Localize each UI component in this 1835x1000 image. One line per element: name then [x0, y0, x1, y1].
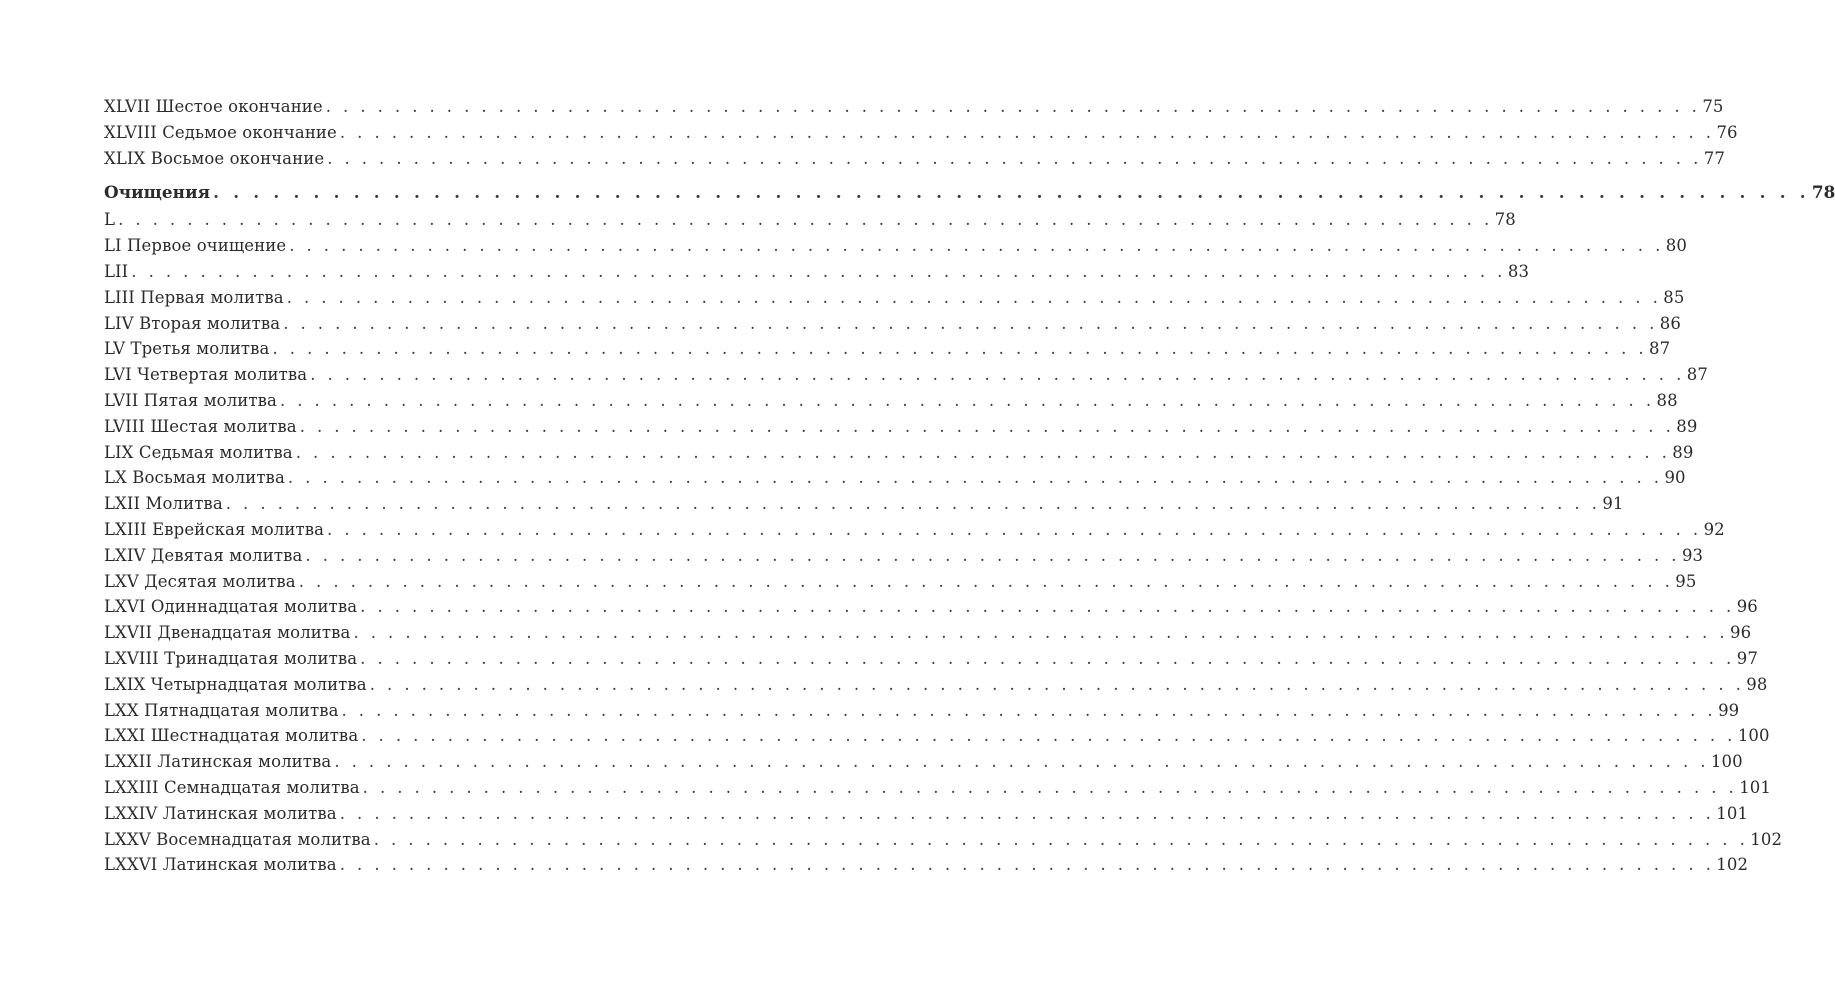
dot-leader: . . . . . . . . . . . . . . . . . . . . . . . . . . . . . . . . . . . . . . . . . . . . . . . . . . . . . . . . . . . . . . . . . . . . . . . . . . . . . . . .: [286, 287, 1662, 307]
toc-entry-title: Молитва: [145, 494, 223, 514]
toc-entry: [104, 97, 1724, 123]
toc-entry-number: LXV: [104, 571, 139, 591]
toc-entry-title: Вторая молитва: [139, 313, 281, 333]
toc-entry-label: [104, 830, 374, 849]
toc-entry-label: [104, 726, 361, 745]
toc-entry: [104, 390, 1678, 417]
dot-leader: . . . . . . . . . . . . . . . . . . . . . . . . . . . . . . . . . . . . . . . . . . . . . . . . . . . . . . . . . . . . . . . . . . . . . . . . . . . . . . . .: [334, 752, 1709, 772]
toc-entry-page-number: 75: [1702, 97, 1724, 116]
toc-entry: [104, 571, 1697, 598]
dot-leader: . . . . . . . . . . . . . . . . . . . . . . . . . . . . . . . . . . . . . . . . . . . . . . . . . . . . . . . . . . . . . . . . . . . . . . . . . . . . . . . .: [299, 416, 1675, 436]
toc-entry-page-number: 91: [1602, 494, 1624, 514]
toc-entry-label: [104, 675, 370, 694]
dot-leader: . . . . . . . . . . . . . . . . . . . . . . . . . . . . . . . . . . . . . . . . . . . . . . . . . . . . . . . . . . . . . . . . . . . . . . . . . . . . . . . .: [360, 597, 1735, 617]
toc-entry-title: Седьмая молитва: [138, 442, 293, 462]
toc-entry-page-number: 90: [1664, 468, 1686, 488]
dot-leader: . . . . . . . . . . . . . . . . . . . . . . . . . . . . . . . . . . . . . . . . . . . . . . . . . . . . . . . . . . . . . . . . . . . . . . . . . . . . . . . .: [327, 148, 1702, 168]
toc-entry-page-number: 87: [1686, 365, 1708, 385]
toc-entry: [104, 648, 1758, 675]
toc-entry: [104, 261, 1530, 288]
toc-entry-page-number: 76: [1716, 122, 1738, 142]
toc-entry-page-number: 86: [1659, 313, 1681, 333]
toc-entry: [104, 339, 1671, 365]
toc-entry-number: XLVII: [104, 97, 151, 116]
toc-entry: [104, 519, 1725, 546]
toc-entry-page-number: 95: [1675, 571, 1697, 591]
dot-leader: . . . . . . . . . . . . . . . . . . . . . . . . . . . . . . . . . . . . . . . . . . . . . . . . . . . . . . . . . . . . . . . . . . . . . . . . . . . . . . . .: [325, 97, 1701, 116]
toc-entry-label: [104, 391, 280, 410]
toc-entry: [104, 829, 1783, 856]
toc-entry-title: Еврейская молитва: [152, 519, 325, 539]
toc-entry-label: [104, 288, 287, 307]
toc-entry-label: [104, 262, 131, 281]
dot-leader: . . . . . . . . . . . . . . . . . . . . . . . . . . . . . . . . . . . . . . . . . . . . . . . . . . . . . . . . . . . . . . . . . . . . . . . . . . . . . . . .: [310, 365, 1685, 385]
toc-entry: [104, 726, 1770, 752]
toc-entry-title: Шестое окончание: [155, 97, 323, 116]
toc-entry-label: [104, 623, 353, 642]
dot-leader: . . . . . . . . . . . . . . . . . . . . . . . . . . . . . . . . . . . . . . . . . . . . . . . . . . . . . . . . . . . . . . . . . . . . . . . . . . . . . . . .: [369, 674, 1745, 694]
toc-entry-label: [104, 855, 340, 874]
toc-entry: [104, 674, 1768, 701]
toc-entry-title: Латинская молитва: [162, 803, 337, 823]
toc-entry-number: LIX: [104, 442, 134, 462]
toc-entry-label: [104, 149, 327, 168]
toc-entry-number: LIII: [104, 287, 135, 307]
toc-entry-title: Седьмое окончание: [162, 122, 337, 142]
dot-leader: . . . . . . . . . . . . . . . . . . . . . . . . . . . . . . . . . . . . . . . . . . . . . . . . . . . . . . . . . . . . . . . . . . . . . . . . . . . . . . . .: [287, 468, 1663, 488]
dot-leader: . . . . . . . . . . . . . . . . . . . . . . . . . . . . . . . . . . . . . . . . . . . . . . . . . . . . . . . . . . . . . . . . . . . . . . . . . . . . . . . .: [225, 494, 1601, 514]
toc-entry-number: LX: [104, 468, 127, 488]
toc-entry-page-number: 100: [1737, 726, 1770, 746]
toc-section-heading: [104, 174, 1835, 210]
toc-entry: [104, 442, 1694, 469]
toc-entry-page-number: 89: [1676, 416, 1698, 436]
toc-entry-label: [104, 494, 226, 513]
toc-entry-page-number: 96: [1730, 623, 1752, 643]
toc-entry-number: LXXV: [104, 829, 151, 849]
toc-entry-label: [104, 339, 272, 358]
dot-leader: . . . . . . . . . . . . . . . . . . . . . . . . . . . . . . . . . . . . . . . . . . . . . . . . . . . . . . . . . . . . . . . . . . . . . . . . . . . . . . . .: [341, 700, 1717, 720]
dot-leader: . . . . . . . . . . . . . . . . . . . . . . . . . . . . . . . . . . . . . . . . . . . . . . . . . . . . . . . . . . . . . . . . . . . . . . . . . . . . . . . .: [373, 829, 1749, 849]
toc-entry-title: Восемнадцатая молитва: [156, 829, 371, 849]
toc-entry-page-number: 102: [1750, 829, 1783, 849]
toc-entry-title: Восьмая молитва: [132, 468, 285, 488]
toc-entry-page-number: 102: [1716, 855, 1749, 875]
dot-leader: . . . . . . . . . . . . . . . . . . . . . . . . . . . . . . . . . . . . . . . . . . . . . . . . . . . . . . . . . . . . . . . . . . . . . . . . . . . . . . . .: [327, 519, 1702, 539]
toc-entry-number: LXVII: [104, 623, 153, 643]
toc-entry-page-number: 83: [1507, 261, 1530, 281]
toc-entry-label: [104, 597, 360, 616]
toc-entry-title: Десятая молитва: [144, 571, 296, 591]
toc-entry-number: LVII: [104, 390, 139, 410]
toc-entry-title: Девятая молитва: [150, 545, 303, 565]
toc-entry-number: LI: [104, 236, 122, 256]
toc-entry-label: [104, 752, 334, 771]
toc-entry-label: [104, 97, 326, 116]
toc-entry-number: XLIX: [104, 148, 146, 168]
toc-entry-number: LXII: [104, 494, 141, 514]
toc-entry-number: LXIV: [104, 545, 146, 565]
toc-entry: [104, 545, 1704, 572]
toc-entry: [104, 700, 1740, 727]
toc-entry-page-number: 89: [1672, 442, 1694, 462]
toc-entry-number: LXIII: [104, 519, 147, 539]
toc-entry: [104, 777, 1771, 804]
toc-entry: [104, 365, 1708, 391]
toc-entry: [104, 855, 1749, 881]
toc-entry: [104, 468, 1686, 494]
toc-entry-page-number: 78: [1494, 210, 1516, 230]
toc-entry: [104, 122, 1738, 149]
toc-entry-title: Четвертая молитва: [137, 365, 308, 385]
toc-entry-label: [104, 572, 299, 591]
toc-entry-number: L: [104, 210, 116, 230]
toc-entry-page-number: 77: [1703, 148, 1725, 168]
toc-entry-label: [104, 443, 296, 462]
toc-entry-label: [104, 701, 342, 720]
toc-entry-number: XLVIII: [104, 122, 157, 142]
toc-entry: [104, 236, 1687, 262]
dot-leader: . . . . . . . . . . . . . . . . . . . . . . . . . . . . . . . . . . . . . . . . . . . . . . . . . . . . . . . . . . . . . . . . . . . . . . . . . . . . . . . .: [360, 648, 1735, 668]
toc-entry-number: LXIX: [104, 674, 146, 694]
toc-entry-page-number: 93: [1681, 545, 1704, 565]
toc-entry-label: [104, 649, 360, 668]
toc-entry-title: Первая молитва: [140, 287, 284, 307]
dot-leader: . . . . . . . . . . . . . . . . . . . . . . . . . . . . . . . . . . . . . . . . . . . . . . . . . . . . . . . . . . . . . . . . . . . . . . . . . . . . . . . .: [305, 545, 1680, 565]
dot-leader: . . . . . . . . . . . . . . . . . . . . . . . . . . . . . . . . . . . . . . . . . . . . . . . . . . . . . . . . . . . . . . . . . . . . . . . . . . . . . . . .: [361, 726, 1736, 746]
toc-entry-page-number: 92: [1703, 519, 1725, 539]
toc-entry: [104, 416, 1698, 443]
dot-leader: . . . . . . . . . . . . . . . . . . . . . . . . . . . . . . . . . . . . . . . . . . . . . . . . . . . . . . . . . . . . . . . . . . . . . . . . . . . . . . . .: [295, 442, 1671, 462]
toc-entry-page-number: 98: [1746, 674, 1768, 694]
dot-leader: . . . . . . . . . . . . . . . . . . . . . . . . . . . . . . . . . . . . . . . . . . . . . . . . . . . . . . . . . . . . . . . . . . . . . . . . . . . . . . . .: [289, 236, 1664, 256]
dot-leader: . . . . . . . . . . . . . . . . . . . . . . . . . . . . . . . . . . . . . . . . . . . . . . . . . . . . . . . . . . . . . . . . . . . . . . . . . . . . . . . .: [362, 777, 1738, 797]
dot-leader: . . . . . . . . . . . . . . . . . . . . . . . . . . . . . . . . . . . . . . . . . . . . . . . . . . . . . . . . . . . . . . . . . . . . . . . . . . . . . . . .: [298, 571, 1674, 591]
toc-entry: [104, 148, 1725, 175]
dot-leader: . . . . . . . . . . . . . . . . . . . . . . . . . . . . . . . . . . . . . . . . . . . . . . . . . . . . . . . . . . . . . . . . . . . . . . . . . . . . . . . .: [213, 182, 1810, 203]
dot-leader: . . . . . . . . . . . . . . . . . . . . . . . . . . . . . . . . . . . . . . . . . . . . . . . . . . . . . . . . . . . . . . . . . . . . . . . . . . . . . . . .: [353, 623, 1728, 643]
toc-entry: [104, 623, 1752, 649]
toc-entry-number: LXXI: [104, 726, 146, 746]
dot-leader: . . . . . . . . . . . . . . . . . . . . . . . . . . . . . . . . . . . . . . . . . . . . . . . . . . . . . . . . . . . . . . . . . . . . . . . . . . . . . . . .: [118, 210, 1493, 230]
toc-entry-number: LIV: [104, 313, 134, 333]
toc-entry-label: [104, 520, 327, 539]
toc-entry-title: Очищения: [104, 182, 211, 203]
toc-entry-label: [104, 314, 283, 333]
dot-leader: . . . . . . . . . . . . . . . . . . . . . . . . . . . . . . . . . . . . . . . . . . . . . . . . . . . . . . . . . . . . . . . . . . . . . . . . . . . . . . . .: [131, 261, 1506, 281]
toc-entry-page-number: 101: [1716, 803, 1749, 823]
toc-entry-page-number: 78: [1811, 182, 1835, 203]
toc-entry-number: LXXIV: [104, 803, 158, 823]
toc-entry-number: LVI: [104, 365, 132, 385]
dot-leader: . . . . . . . . . . . . . . . . . . . . . . . . . . . . . . . . . . . . . . . . . . . . . . . . . . . . . . . . . . . . . . . . . . . . . . . . . . . . . . . .: [279, 390, 1655, 410]
dot-leader: . . . . . . . . . . . . . . . . . . . . . . . . . . . . . . . . . . . . . . . . . . . . . . . . . . . . . . . . . . . . . . . . . . . . . . . . . . . . . . . .: [339, 855, 1715, 875]
toc-entry-page-number: 85: [1663, 287, 1685, 307]
toc-entry-title: Третья молитва: [130, 339, 270, 359]
toc-entry-number: LXVI: [104, 597, 146, 617]
toc-entry-label: [104, 210, 118, 229]
toc-entry-number: LXXVI: [104, 855, 158, 875]
toc-entry: [104, 313, 1681, 340]
toc-entry-page-number: 100: [1710, 752, 1743, 772]
toc-entry-title: Тринадцатая молитва: [164, 648, 358, 668]
toc-entry: [104, 597, 1758, 623]
toc-entry-page-number: 96: [1736, 597, 1758, 617]
toc-entry-label: [104, 417, 300, 436]
toc-entry-title: Латинская молитва: [162, 855, 337, 875]
toc-entry-label: [104, 182, 213, 202]
toc-entry-title: Пятая молитва: [143, 390, 277, 410]
toc-entry-number: LV: [104, 339, 126, 359]
toc-entry-title: Шестая молитва: [150, 416, 297, 436]
table-of-contents: [104, 97, 1835, 881]
toc-entry-page-number: 88: [1656, 390, 1678, 410]
toc-entry-page-number: 99: [1718, 700, 1740, 720]
toc-entry-title: Одиннадцатая молитва: [150, 597, 358, 617]
dot-leader: . . . . . . . . . . . . . . . . . . . . . . . . . . . . . . . . . . . . . . . . . . . . . . . . . . . . . . . . . . . . . . . . . . . . . . . . . . . . . . . .: [339, 803, 1715, 823]
toc-entry-title: Первое очищение: [127, 236, 287, 256]
toc-entry-title: Пятнадцатая молитва: [144, 700, 339, 720]
toc-entry: [104, 494, 1624, 520]
toc-entry-number: LXXII: [104, 752, 152, 772]
toc-entry-label: [104, 123, 340, 142]
toc-entry-page-number: 80: [1665, 236, 1687, 256]
toc-entry-title: Шестнадцатая молитва: [150, 726, 359, 746]
toc-entry-label: [104, 468, 288, 487]
toc-entry-page-number: 97: [1736, 648, 1758, 668]
dot-leader: . . . . . . . . . . . . . . . . . . . . . . . . . . . . . . . . . . . . . . . . . . . . . . . . . . . . . . . . . . . . . . . . . . . . . . . . . . . . . . . .: [272, 339, 1648, 359]
toc-entry-number: LVIII: [104, 416, 145, 436]
toc-entry: [104, 210, 1516, 236]
toc-entry-number: LXXIII: [104, 777, 159, 797]
toc-entry-number: LXX: [104, 700, 139, 720]
toc-entry-title: Восьмое окончание: [150, 148, 325, 168]
toc-entry-label: [104, 236, 289, 255]
toc-entry-page-number: 101: [1739, 777, 1771, 797]
toc-entry: [104, 752, 1743, 778]
toc-entry: [104, 287, 1685, 314]
toc-entry: [104, 803, 1749, 830]
toc-entry-label: [104, 804, 340, 823]
toc-entry-title: Четырнадцатая молитва: [150, 674, 367, 694]
toc-entry-label: [104, 778, 363, 797]
dot-leader: . . . . . . . . . . . . . . . . . . . . . . . . . . . . . . . . . . . . . . . . . . . . . . . . . . . . . . . . . . . . . . . . . . . . . . . . . . . . . . . .: [283, 313, 1658, 333]
toc-entry-label: [104, 546, 305, 565]
toc-entry-number: LII: [104, 261, 129, 281]
dot-leader: . . . . . . . . . . . . . . . . . . . . . . . . . . . . . . . . . . . . . . . . . . . . . . . . . . . . . . . . . . . . . . . . . . . . . . . . . . . . . . . .: [339, 122, 1715, 142]
toc-entry-title: Семнадцатая молитва: [163, 777, 360, 797]
toc-entry-title: Двенадцатая молитва: [157, 623, 351, 643]
toc-entry-title: Латинская молитва: [157, 752, 332, 772]
toc-entry-number: LXVIII: [104, 648, 159, 668]
toc-entry-page-number: 87: [1649, 339, 1671, 359]
toc-entry-label: [104, 365, 310, 384]
